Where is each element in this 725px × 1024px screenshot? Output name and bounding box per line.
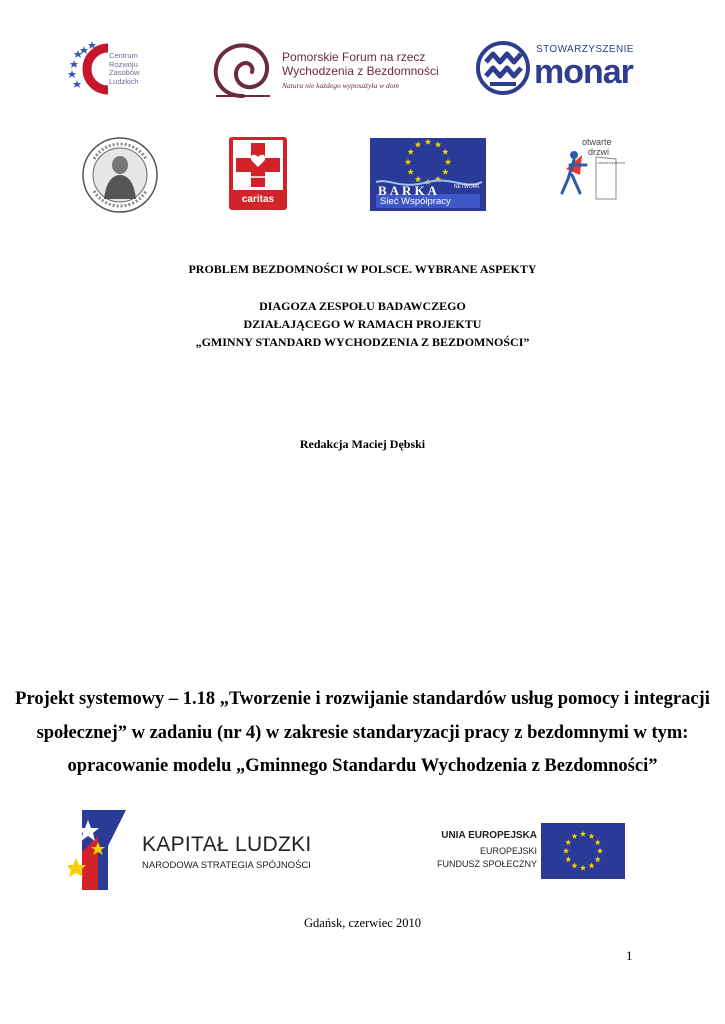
pfwb-tagline: Natura nie każdego wyposażyła w dom (282, 81, 399, 90)
project-description-line: społecznej” w zadaniu (nr 4) w zakresie standaryzacji pracy z bezdomnymi w tym: (36, 723, 689, 743)
project-description-line: opracowanie modelu „Gminnego Standardu Wychodzenia z Bezdomności” (67, 756, 658, 776)
c-stars-icon (68, 40, 110, 98)
document-subtitle-line: DZIAŁAJĄCEGO W RAMACH PROJEKTU (243, 317, 482, 331)
project-description-line: Projekt systemowy – 1.18 „Tworzenie i rozwijanie standardów usług pomocy i integracji (15, 689, 710, 709)
saint-albert-seal-icon (80, 135, 160, 215)
crzl-line: Centrum (109, 51, 138, 60)
pfwb-title-line: Wychodzenia z Bezdomności (282, 64, 439, 78)
barka-name: BARKA (378, 183, 440, 198)
otwarte-drzwi-logo (560, 135, 626, 203)
monar-logo (476, 40, 658, 100)
eu-line: UNIA EUROPEJSKA (441, 830, 537, 841)
od-line: drzwi (588, 147, 610, 157)
kapital-ludzki-logo (68, 806, 328, 894)
eu-line: FUNDUSZ SPOŁECZNY (436, 859, 537, 869)
od-line: otwarte (582, 137, 612, 147)
eu-flag-icon (541, 823, 625, 879)
crzl-line: Ludzkich (109, 76, 139, 86)
eu-line: EUROPEJSKI (479, 846, 537, 856)
crzl-line: Rozwoju (109, 59, 138, 69)
document-subtitle-line: „GMINNY STANDARD WYCHODZENIA Z BEZDOMNOŚCI” (195, 335, 530, 349)
monar-wordmark: monar (534, 53, 633, 91)
eu-efs-logo (420, 822, 625, 880)
od-line: stowarzyszenie (598, 160, 626, 165)
crzl-line: Zasobów (109, 68, 140, 78)
monar-circle-icon (476, 40, 530, 96)
barka-tagline: Sieć Współpracy (380, 196, 451, 207)
place-and-date: Gdańsk, czerwiec 2010 (304, 916, 421, 930)
barka-network-label: NETWORK (454, 184, 480, 190)
pfwb-title-line: Pomorskie Forum na rzecz (282, 50, 426, 64)
caritas-text: caritas (241, 194, 275, 205)
document-title: PROBLEM BEZDOMNOŚCI W POLSCE. WYBRANE ASPEKTY (188, 262, 537, 276)
kl-stars-icon (68, 806, 134, 894)
kapital-ludzki-title: KAPITAŁ LUDZKI (142, 833, 312, 856)
kapital-ludzki-subtitle: NARODOWA STRATEGIA SPÓJNOŚCI (142, 860, 311, 871)
snail-spiral-icon (210, 40, 276, 102)
document-subtitle-line: DIAGOZA ZESPOŁU BADAWCZEGO (259, 299, 466, 313)
page-number: 1 (626, 948, 633, 963)
barka-logo (370, 138, 486, 211)
caritas-logo (229, 137, 287, 210)
monar-small-text: STOWARZYSZENIE (536, 44, 634, 55)
editor-credit: Redakcja Maciej Dębski (299, 437, 426, 451)
pomorskie-forum-logo (210, 40, 450, 102)
towarzystwo-pomocy-logo (80, 135, 160, 215)
centrum-rozwoju-logo (68, 40, 188, 98)
